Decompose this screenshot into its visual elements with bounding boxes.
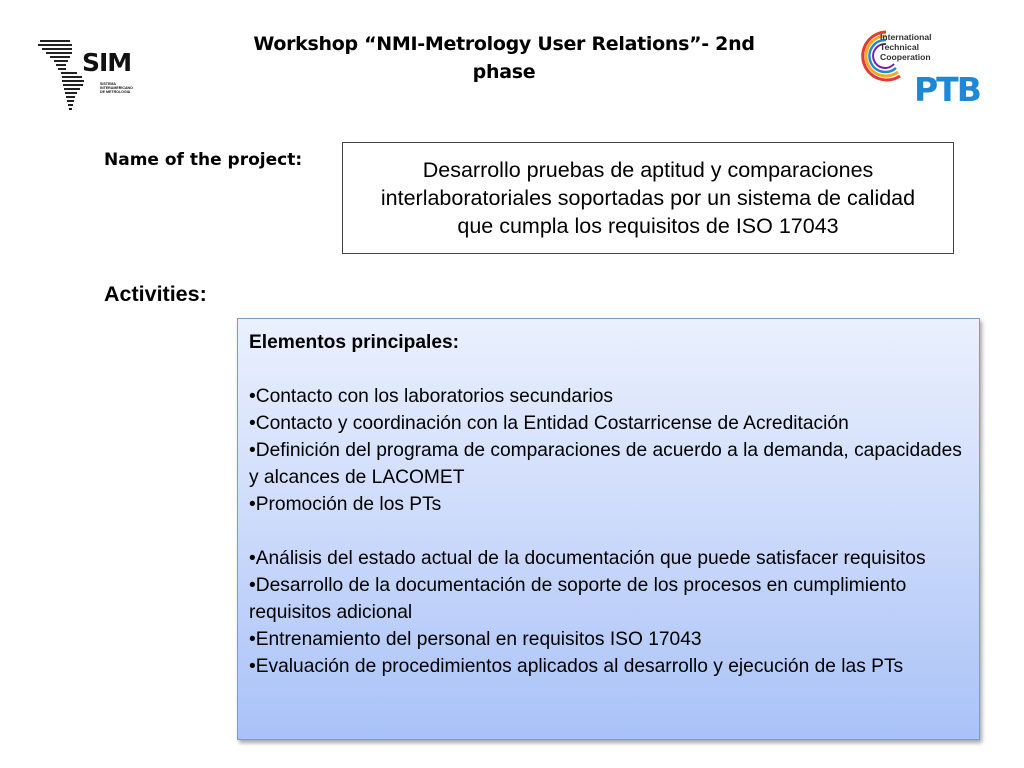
project-name-box [342,142,954,254]
list-item: •Promoción de los PTs [249,494,442,515]
activities-heading: Elementos principales: [249,332,460,353]
list-item: •Evaluación de procedimientos aplicados al desarrollo y ejecución de las PTs [249,656,904,677]
activities-list-group-2 [249,545,969,680]
page-title [240,30,768,86]
list-item: •Contacto y coordinación con la Entidad Costarricense de Acreditación [249,413,849,434]
sim-logo-name: SIM [82,48,132,77]
itc-ptb-logo [856,26,996,116]
list-item: •Desarrollo de la documentación de soporte de los procesos en cumplimiento requisitos adicional [249,575,907,623]
activities-label: Activities: [104,282,207,306]
list-item: •Análisis del estado actual de la documentación que puede satisfacer requisitos [249,548,926,569]
sim-logo [34,36,144,114]
list-item: •Contacto con los laboratorios secundarios [249,386,614,407]
project-label: Name of the project: [104,150,303,170]
activities-list-group-1 [249,383,969,518]
project-name-text: Desarrollo pruebas de aptitud y comparaciones interlaboratoriales soportadas por un sistema de calidad que cumpla los requisitos de ISO 17043 [380,158,916,238]
ptb-logo: PTB [914,70,980,109]
list-spacer [249,518,969,545]
title-line-2: phase [472,61,536,83]
sim-logo-subtitle: SISTEMA INTERAMERICANO DE METROLOGIA [100,82,133,95]
list-item: •Definición del programa de comparaciones de acuerdo a la demanda, capacidades y alcances de LACOMET [249,440,962,488]
title-line-1: Workshop “NMI-Metrology User Relations”- 2nd [253,33,755,55]
list-item: •Entrenamiento del personal en requisitos ISO 17043 [249,629,702,650]
activities-box [237,318,980,740]
itc-text: International Technical Cooperation [880,32,932,62]
